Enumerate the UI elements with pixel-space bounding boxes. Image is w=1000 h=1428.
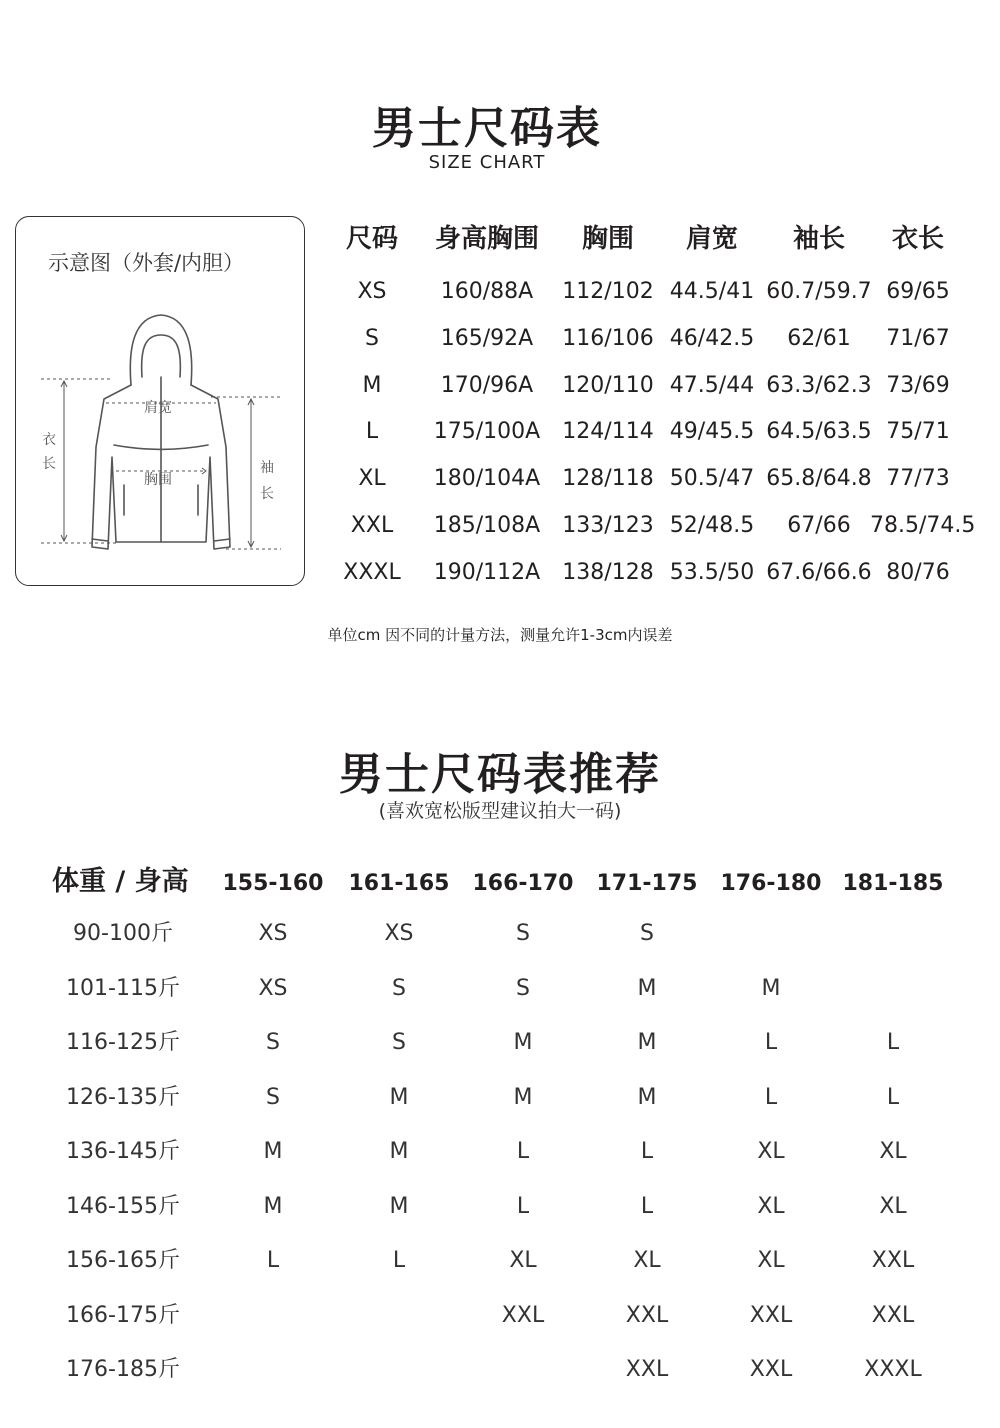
size-value-cell: 185/108A bbox=[433, 513, 541, 538]
size-value-cell: 67/66 bbox=[787, 513, 851, 538]
size-value-cell: 180/104A bbox=[433, 466, 541, 492]
size-value-cell: 77/73 bbox=[886, 466, 950, 492]
weight-label: 101-115斤 bbox=[66, 975, 180, 1001]
weight-label: 116-125斤 bbox=[66, 1030, 180, 1055]
size-value-cell: 116/106 bbox=[562, 325, 654, 351]
recommended-size-cell: XL bbox=[633, 1248, 661, 1273]
chest-label: 胸围 bbox=[144, 472, 172, 488]
weight-label: 90-100斤 bbox=[73, 921, 173, 946]
size-value-cell: 120/110 bbox=[562, 372, 654, 398]
size-value-cell: 60.7/59.7 bbox=[766, 279, 872, 304]
height-header: 176-180 bbox=[720, 871, 822, 896]
recommended-size-cell: S bbox=[266, 1030, 280, 1055]
size-value-cell: 170/96A bbox=[440, 372, 534, 398]
recommended-size-cell: M bbox=[513, 1084, 533, 1110]
recommended-size-cell bbox=[218, 1300, 328, 1332]
recommended-size-cell: L bbox=[640, 1139, 654, 1164]
recommended-size-cell bbox=[716, 918, 826, 950]
column-header: 身高胸围 bbox=[434, 224, 539, 254]
recommended-size-cell bbox=[468, 1354, 578, 1386]
recommended-size-cell: S bbox=[392, 1030, 406, 1055]
size-value-cell: 64.5/63.5 bbox=[766, 419, 872, 445]
recommended-size-cell bbox=[344, 1354, 454, 1386]
page-title: 男士尺码表 bbox=[372, 103, 602, 154]
size-value-cell: 62/61 bbox=[787, 325, 851, 351]
size-value-cell: 190/112A bbox=[433, 559, 541, 585]
corner-header: 体重 / 身高 bbox=[52, 866, 189, 897]
recommended-size-cell: XXL bbox=[871, 1302, 915, 1328]
size-value-cell: 44.5/41 bbox=[669, 279, 755, 304]
size-label-cell: XS bbox=[357, 279, 387, 304]
recommended-size-cell: L bbox=[392, 1248, 406, 1273]
size-value-cell: 160/88A bbox=[440, 279, 534, 304]
measurement-note: 单位cm 因不同的计量方法，测量允许1-3cm内误差 bbox=[327, 626, 673, 644]
size-value-cell: 67.6/66.6 bbox=[766, 559, 872, 585]
size-label-cell: S bbox=[365, 325, 379, 351]
recommended-size-cell bbox=[344, 1300, 454, 1332]
recommended-size-cell: XS bbox=[384, 921, 414, 946]
weight-label: 136-145斤 bbox=[66, 1139, 180, 1164]
size-value-cell: 138/128 bbox=[562, 559, 654, 585]
recommended-size-cell: XXL bbox=[625, 1357, 669, 1382]
recommended-size-cell: L bbox=[764, 1030, 778, 1055]
recommended-size-cell: XS bbox=[258, 921, 288, 946]
recommended-size-cell: XL bbox=[879, 1139, 907, 1164]
recommended-size-cell: M bbox=[637, 1084, 657, 1110]
size-label-cell: XXXL bbox=[343, 559, 401, 585]
recommended-size-cell: XXL bbox=[625, 1302, 669, 1328]
recommended-size-cell: XXL bbox=[749, 1357, 793, 1382]
column-header: 肩宽 bbox=[685, 224, 738, 254]
recommended-size-cell: M bbox=[263, 1139, 283, 1164]
weight-label: 156-165斤 bbox=[66, 1248, 180, 1273]
recommended-size-cell: M bbox=[637, 1030, 657, 1055]
recommended-size-cell: L bbox=[886, 1084, 900, 1110]
size-label-cell: XXL bbox=[350, 513, 394, 538]
height-header: 161-165 bbox=[348, 871, 450, 896]
recommended-size-cell bbox=[838, 973, 948, 1005]
size-value-cell: 133/123 bbox=[562, 513, 654, 538]
size-value-cell: 71/67 bbox=[886, 325, 950, 351]
size-value-cell: 69/65 bbox=[886, 279, 950, 304]
recommended-size-cell: M bbox=[637, 975, 657, 1001]
page-subtitle: SIZE CHART bbox=[428, 152, 546, 173]
recommended-size-cell: M bbox=[389, 1139, 409, 1164]
size-value-cell: 78.5/74.5 bbox=[870, 513, 976, 538]
recommended-size-cell: M bbox=[389, 1193, 409, 1219]
recommended-size-cell: S bbox=[392, 975, 406, 1001]
recommended-size-cell: XXXL bbox=[864, 1357, 922, 1382]
weight-label: 146-155斤 bbox=[66, 1193, 180, 1219]
column-header: 尺码 bbox=[345, 224, 398, 254]
size-value-cell: 47.5/44 bbox=[669, 372, 755, 398]
size-value-cell: 50.5/47 bbox=[669, 466, 755, 492]
recommended-size-cell: S bbox=[640, 921, 654, 946]
weight-label: 126-135斤 bbox=[66, 1084, 180, 1110]
size-value-cell: 80/76 bbox=[886, 559, 950, 585]
recommended-size-cell: M bbox=[389, 1084, 409, 1110]
size-value-cell: 52/48.5 bbox=[669, 513, 755, 538]
size-label-cell: L bbox=[365, 419, 379, 445]
recommended-size-cell: L bbox=[640, 1193, 654, 1219]
size-value-cell: 73/69 bbox=[886, 372, 950, 398]
height-header: 166-170 bbox=[472, 871, 574, 896]
height-header: 171-175 bbox=[596, 871, 698, 896]
shoulder-label: 肩宽 bbox=[144, 400, 172, 416]
size-value-cell: 53.5/50 bbox=[669, 559, 755, 585]
recommended-size-cell: L bbox=[764, 1084, 778, 1110]
recommended-size-cell: L bbox=[516, 1139, 530, 1164]
length-label-2: 长 bbox=[42, 456, 56, 472]
column-header: 胸围 bbox=[581, 224, 634, 254]
diagram-caption: 示意图（外套/内胆） bbox=[47, 251, 245, 275]
recommended-size-cell: XL bbox=[509, 1248, 537, 1273]
recommended-size-cell: L bbox=[886, 1030, 900, 1055]
size-value-cell: 46/42.5 bbox=[669, 325, 755, 351]
recommend-subtitle: (喜欢宽松版型建议拍大一码) bbox=[378, 800, 622, 822]
recommended-size-cell bbox=[838, 918, 948, 950]
size-value-cell: 128/118 bbox=[562, 466, 654, 492]
recommended-size-cell: XL bbox=[757, 1193, 785, 1219]
size-value-cell: 75/71 bbox=[886, 419, 950, 445]
weight-label: 166-175斤 bbox=[66, 1302, 180, 1328]
size-value-cell: 49/45.5 bbox=[669, 419, 755, 445]
column-header: 衣长 bbox=[891, 224, 944, 254]
size-label-cell: XL bbox=[358, 466, 386, 492]
weight-label: 176-185斤 bbox=[66, 1357, 180, 1382]
size-value-cell: 165/92A bbox=[440, 325, 534, 351]
sleeve-label-1: 袖 bbox=[260, 460, 274, 476]
length-label-1: 衣 bbox=[42, 432, 56, 448]
jacket-diagram-panel bbox=[15, 216, 305, 586]
recommended-size-cell bbox=[218, 1354, 328, 1386]
recommended-size-cell: S bbox=[516, 975, 530, 1001]
sleeve-label-2: 长 bbox=[260, 486, 274, 502]
recommended-size-cell: XL bbox=[879, 1193, 907, 1219]
recommended-size-cell: L bbox=[516, 1193, 530, 1219]
size-value-cell: 65.8/64.8 bbox=[766, 466, 872, 492]
recommended-size-cell: L bbox=[266, 1248, 280, 1273]
recommended-size-cell: XL bbox=[757, 1248, 785, 1273]
size-label-cell: M bbox=[362, 372, 382, 398]
recommended-size-cell: XXL bbox=[871, 1248, 915, 1273]
recommended-size-cell: XXL bbox=[749, 1302, 793, 1328]
recommended-size-cell: XL bbox=[757, 1139, 785, 1164]
size-value-cell: 112/102 bbox=[562, 279, 654, 304]
size-value-cell: 124/114 bbox=[562, 419, 654, 445]
recommended-size-cell: S bbox=[516, 921, 530, 946]
recommended-size-cell: S bbox=[266, 1084, 280, 1110]
size-value-cell: 175/100A bbox=[433, 419, 541, 445]
recommended-size-cell: M bbox=[263, 1193, 283, 1219]
recommended-size-cell: XXL bbox=[501, 1302, 545, 1328]
recommended-size-cell: M bbox=[761, 975, 781, 1001]
recommended-size-cell: M bbox=[513, 1030, 533, 1055]
column-header: 袖长 bbox=[792, 224, 845, 254]
recommended-size-cell: XS bbox=[258, 975, 288, 1001]
size-value-cell: 63.3/62.3 bbox=[766, 372, 872, 398]
recommend-title: 男士尺码表推荐 bbox=[339, 749, 661, 800]
height-header: 181-185 bbox=[842, 871, 944, 896]
height-header: 155-160 bbox=[222, 871, 324, 896]
